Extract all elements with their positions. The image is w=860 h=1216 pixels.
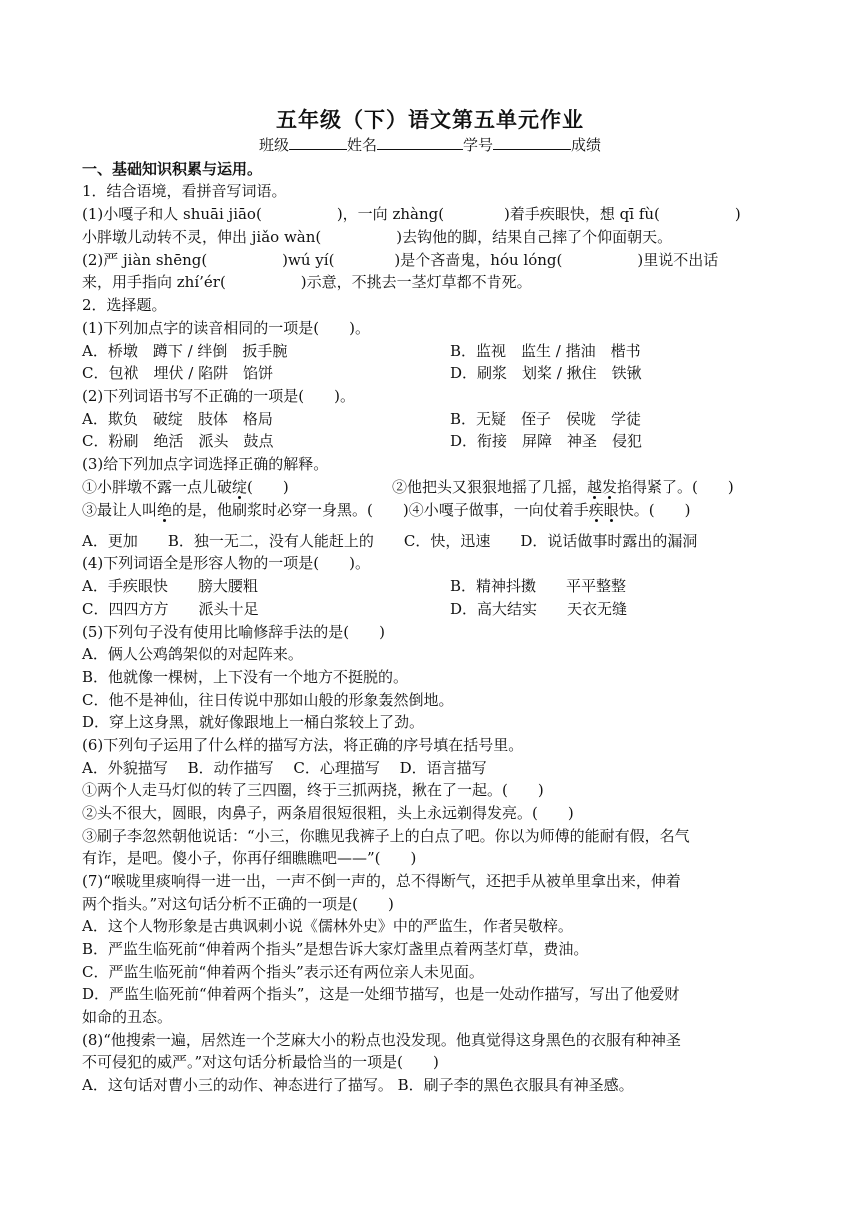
item-1-blank: ( ) (247, 478, 289, 496)
q2-4-options-row2 (82, 599, 628, 619)
item-1-text: ①小胖墩不露一点儿破 (82, 478, 233, 496)
q2-3-items-row1 (82, 477, 734, 497)
name-blank[interactable] (377, 135, 463, 150)
item-4-text: ④小嘎子做事，一向仗着手 (408, 501, 589, 519)
q2-1-stem: (1)下列加点字的读音相同的一项是( )。 (82, 319, 370, 337)
q2-7-stem-line2: 两个指头。”对这句话分析不正确的一项是( ) (82, 895, 394, 913)
dotted-char: 绝 (157, 501, 173, 519)
option-a: A．手疾眼快 膀大腰粗 (82, 577, 258, 595)
option-b: B．监视 监生 / 揩油 楷书 (450, 342, 641, 360)
q2-6-item-3-line2: 有诈，是吧。傻小子，你再仔细瞧瞧吧——”( ) (82, 849, 417, 867)
q2-4-stem: (4)下列词语全是形容人物的一项是( )。 (82, 554, 370, 572)
number-blank[interactable] (493, 135, 571, 150)
page-title: 五年级（下）语文第五单元作业 (276, 108, 584, 132)
name-label: 姓名 (346, 136, 377, 154)
q2-2-stem: (2)下列词语书写不正确的一项是( )。 (82, 387, 355, 405)
q2-stem: 2．选择题。 (82, 296, 167, 314)
dotted-char: 绽 (232, 478, 248, 496)
q2-2-options-row1 (82, 409, 642, 429)
option-a: A．欺负 破绽 肢体 格局 (82, 410, 273, 428)
q2-7-option-c: C．严监生临死前“伸着两个指头”表示还有两位亲人未见面。 (82, 963, 484, 981)
item-3 (82, 501, 409, 519)
q2-2-options-row2 (82, 431, 643, 451)
dotted-char: 疾 (588, 501, 604, 519)
q1-p1-line2: 小胖墩儿动转不灵，伸出 jiǎo wàn( )去钩他的脚，结果自己摔了个仰面朝天。 (82, 228, 673, 246)
q2-8-stem-line1: (8)“他搜索一遍，居然连一个芝麻大小的粉点也没发现。他真觉得这身黑色的衣服有种神圣 (82, 1031, 681, 1049)
option-d: D．高大结实 天衣无缝 (450, 600, 628, 618)
q2-8-stem-line2: 不可侵犯的威严。”对这句话分析最恰当的一项是( ) (82, 1053, 439, 1071)
q1-p2-line1: (2)严 jiàn shēng( )wú yí( )是个吝啬鬼，hóu lóng( )里说不出话 (82, 251, 719, 269)
score-label: 成绩 (571, 136, 602, 154)
item-3-rest: 的是，他刷浆时必穿一身黑。( ) (172, 501, 409, 519)
dotted-char: 眼 (603, 501, 619, 519)
class-blank[interactable] (289, 135, 347, 150)
number-label: 学号 (463, 136, 494, 154)
q2-5-option-d: D．穿上这身黑，就好像跟地上一桶白浆较上了劲。 (82, 713, 425, 731)
section-heading: 一、基础知识积累与运用。 (82, 160, 263, 178)
item-2-blank: 掐得紧了。( ) (617, 478, 734, 496)
q2-3-options: A．更加 B．独一无二，没有人能赶上的 C．快，迅速 D．说话做事时露出的漏洞 (82, 532, 698, 550)
q2-5-option-a: A．俩人公鸡鸽架似的对起阵来。 (82, 645, 303, 663)
q2-4-options-row1 (82, 576, 627, 596)
student-info-row (0, 135, 860, 155)
q2-6-item-3-line1: ③刷子李忽然朝他说话：“小三，你瞧见我裤子上的白点了吧。你以为师傅的能耐有假，名气 (82, 827, 690, 845)
option-c: C．包袱 埋伏 / 陷阱 馅饼 (82, 364, 274, 382)
q2-5-option-c: C．他不是神仙，往日传说中那如山般的形象轰然倒地。 (82, 691, 454, 709)
dotted-char: 越 (587, 478, 603, 496)
q2-5-option-b: B．他就像一棵树，上下没有一个地方不挺脱的。 (82, 668, 409, 686)
option-b: B．无疑 侄子 侯咙 学徒 (450, 410, 642, 428)
q2-5-stem: (5)下列句子没有使用比喻修辞手法的是( ) (82, 623, 385, 641)
q2-7-option-d-line2: 如命的丑态。 (82, 1008, 173, 1026)
q2-7-option-b: B．严监生临死前“伸着两个指头”是想告诉大家灯盏里点着两茎灯草，费油。 (82, 940, 589, 958)
q2-7-option-a: A．这个人物形象是古典讽刺小说《儒林外史》中的严监生，作者吴敬梓。 (82, 917, 573, 935)
option-d: D．刷浆 划桨 / 揪住 铁锹 (450, 364, 642, 382)
q2-7-option-d-line1: D．严监生临死前“伸着两个指头”，这是一处细节描写，也是一处动作描写，写出了他爱财 (82, 985, 680, 1003)
q2-6-item-2: ②头不很大，圆眼，肉鼻子，两条眉很短很粗，头上永远剃得发亮。( ) (82, 804, 574, 822)
option-a: A．桥墩 蹲下 / 绊倒 扳手腕 (82, 342, 288, 360)
dotted-char: 发 (602, 478, 618, 496)
item-3-text: ③最让人叫 (82, 501, 158, 519)
item-2-text: ②他把头又狠狠地摇了几摇， (392, 478, 588, 496)
item-4 (409, 501, 691, 519)
q1-p2-line2: 来，用手指向 zhí’ér( )示意，不挑去一茎灯草都不肯死。 (82, 273, 532, 291)
q1-p1-line1: (1)小嘎子和人 shuāi jiāo( )，一向 zhàng( )着手疾眼快，想 qī fù( ) (82, 205, 741, 223)
option-b: B．精神抖擞 平平整整 (450, 577, 627, 595)
q2-6-item-1: ①两个人走马灯似的转了三四圈，终于三抓两挠，揪在了一起。( ) (82, 781, 544, 799)
q2-3-stem: (3)给下列加点字词选择正确的解释。 (82, 455, 329, 473)
q2-6-stem: (6)下列句子运用了什么样的描写方法，将正确的序号填在括号里。 (82, 736, 524, 754)
q2-8-options-ab: A．这句话对曹小三的动作、神态进行了描写。 B．刷子李的黑色衣服具有神圣感。 (82, 1076, 634, 1094)
option-c: C．粉刷 绝活 派头 鼓点 (82, 432, 274, 450)
item-1 (82, 478, 289, 496)
q2-1-options-row1 (82, 341, 641, 361)
q2-1-options-row2 (82, 363, 642, 383)
class-label: 班级 (258, 136, 289, 154)
option-c: C．四四方方 派头十足 (82, 600, 259, 618)
q2-6-options: A．外貌描写 B．动作描写 C．心理描写 D．语言描写 (82, 759, 487, 777)
item-2 (392, 477, 734, 497)
q2-3-items-row2 (82, 500, 691, 520)
option-d: D．衔接 屏障 神圣 侵犯 (450, 432, 643, 450)
item-4-rest: 快。( ) (618, 501, 691, 519)
q1-stem: 1．结合语境，看拼音写词语。 (82, 182, 287, 200)
q2-7-stem-line1: (7)“喉咙里痰响得一进一出，一声不倒一声的，总不得断气，还把手从被单里拿出来，伸着 (82, 872, 681, 890)
